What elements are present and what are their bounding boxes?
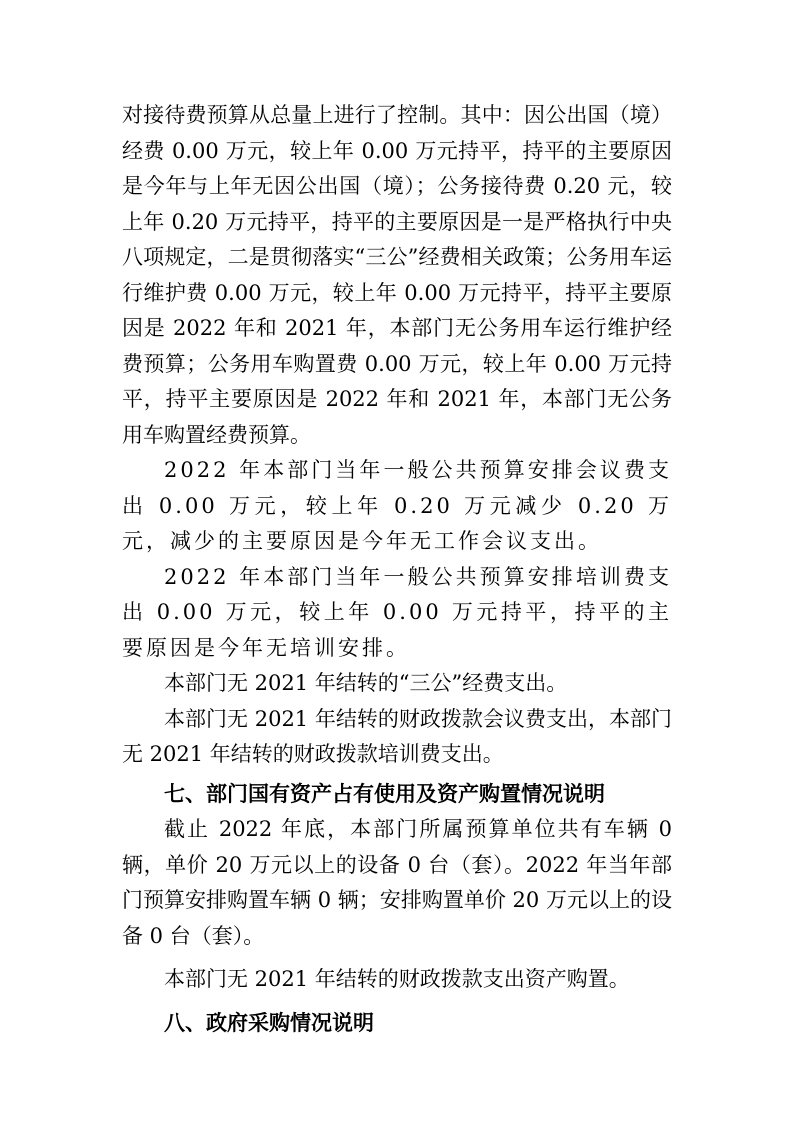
paragraph-training-expenses: 2022 年本部门当年一般公共预算安排培训费支出 0.00 万元，较上年 0.00 万元持平，持平的主要原因是今年无培训安排。 [122, 564, 672, 660]
paragraph-assets-status: 截止 2022 年底，本部门所属预算单位共有车辆 0 辆，单价 20 万元以上的设备 0 台（套）。2022 年当年部门预算安排购置车辆 0 辆；安排购置单价 20 万元以上的设备 0 台（套）。 [122, 817, 672, 948]
paragraph-three-public-expenses: 对接待费预算从总量上进行了控制。其中：因公出国（境）经费 0.00 万元，较上年 0.00 万元持平，持平的主要原因是今年与上年无因公出国（境）；公务接待费 0.20 元，较上年 0.20 万元持平，持平的主要原因是一是严格执行中央八项规定，二是贯彻落实“三公”经费相关政策；公务用车运行维护费 0.00 万元，较上年 0.00 万元持平，持平主要原因是 2022 年和 2021 年，本部门无公务用车运行维护经费预算；公务用车购置费 0.00 万元，较上年 0.00 万元持平，持平主要原因是 2022 年和 2021 年，本部门无公务用车购置经费预算。 [122, 103, 672, 447]
section-7-heading: 七、部门国有资产占有使用及资产购置情况说明 [164, 781, 605, 806]
paragraph-meeting-expenses: 2022 年本部门当年一般公共预算安排会议费支出 0.00 万元，较上年 0.20 万元减少 0.20 万元，减少的主要原因是今年无工作会议支出。 [122, 458, 672, 553]
paragraph-assets-carryover: 本部门无 2021 年结转的财政拨款支出资产购置。 [164, 967, 630, 991]
paragraph-carryover-meeting-training: 本部门无 2021 年结转的财政拨款会议费支出，本部门无 2021 年结转的财政拨款培训费支出。 [122, 706, 672, 766]
paragraph-carryover-three-public: 本部门无 2021 年结转的“三公”经费支出。 [164, 671, 568, 695]
document-page [122, 98, 672, 1041]
section-8-heading: 八、政府采购情况说明 [164, 1010, 374, 1035]
